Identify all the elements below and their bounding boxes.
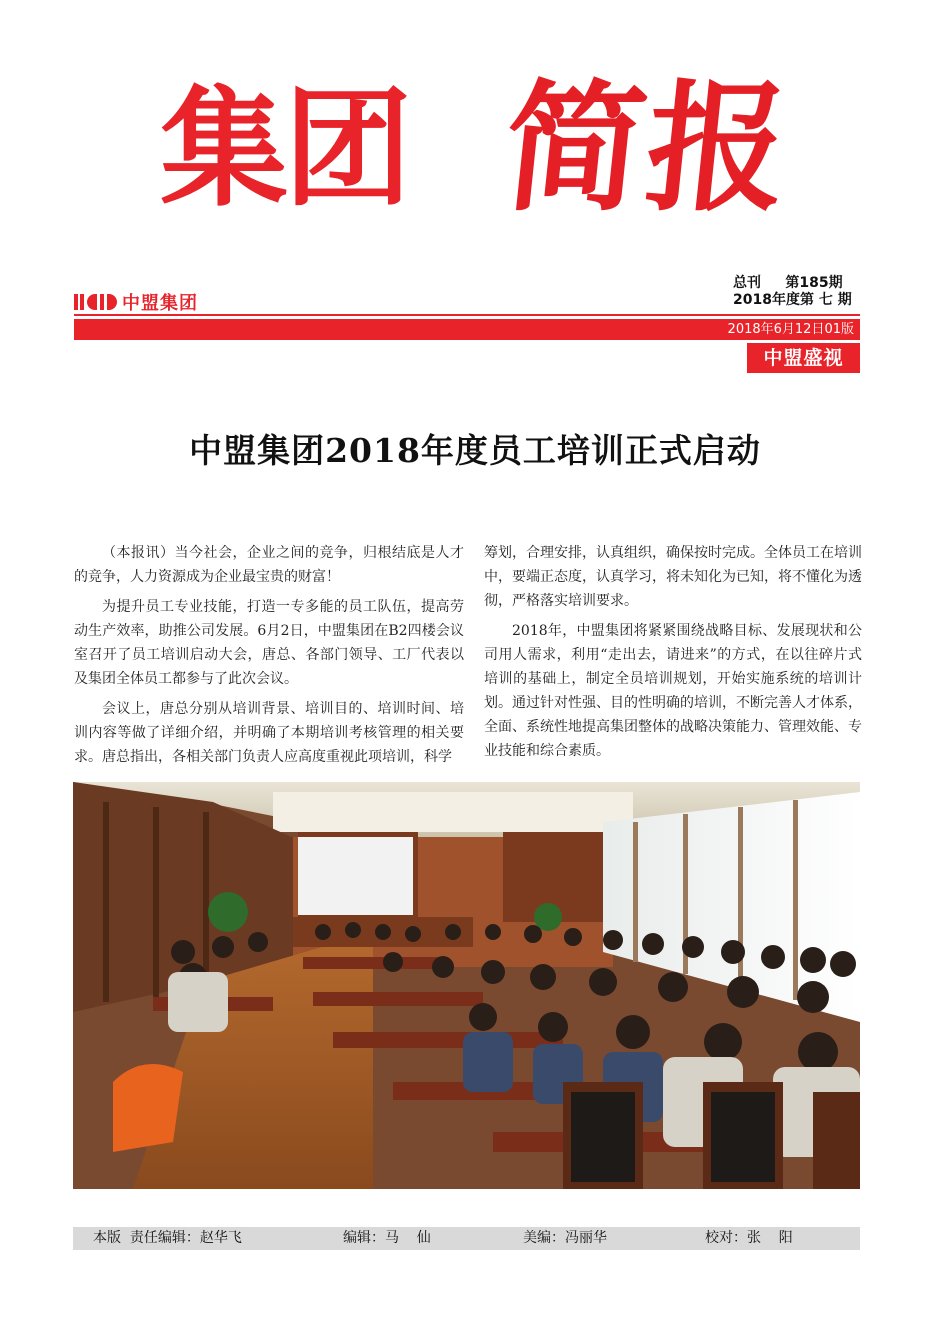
footer-editor-in-charge: 本版 责任编辑：赵华飞 bbox=[93, 1230, 242, 1246]
article-paragraph: 2018年，中盟集团将紧紧围绕战略目标、发展现状和公司用人需求，利用“走出去，请进来”的方式，在以往碎片式培训的基础上，制定全员培训规划，开始实施系统的培训计划。通过针对性强、目的性明确的培训，不断完善人才体系，全面、系统性地提高集团整体的战略决策能力、管理效能、专业技能和综合素质。 bbox=[484, 623, 862, 759]
masthead bbox=[160, 67, 800, 231]
article-paragraph: （本报讯）当今社会，企业之间的竞争，归根结底是人才的竞争，人力资源成为企业最宝贵的财富！ bbox=[74, 545, 464, 585]
logo-mark-icon bbox=[74, 294, 118, 310]
article-paragraph: 会议上，唐总分别从培训背景、培训目的、培训时间、培训内容等做了详细介绍，并明确了本期培训考核管理的相关要求。唐总指出，各相关部门负责人应高度重视此项培训，科学 bbox=[74, 701, 464, 765]
footer-credits bbox=[73, 1227, 860, 1250]
logo-text: 中盟集团 bbox=[122, 293, 198, 314]
article-paragraph-continued: 筹划，合理安排，认真组织，确保按时完成。全体员工在培训中，要端正态度，认真学习，将未知化为已知，将不懂化为透彻，严格落实培训要求。 bbox=[484, 545, 862, 609]
issue-info bbox=[733, 275, 852, 309]
article-headline: 中盟集团2018年度员工培训正式启动 bbox=[189, 431, 761, 470]
company-logo bbox=[74, 291, 198, 313]
footer-art-editor: 美编：冯丽华 bbox=[523, 1230, 607, 1246]
issue-total: 总刊 第185期 bbox=[733, 275, 843, 291]
footer-proofreader: 校对：张 阳 bbox=[705, 1230, 793, 1246]
footer-editor: 编辑：马 仙 bbox=[343, 1230, 431, 1246]
article-column-left bbox=[74, 541, 464, 775]
meeting-photo bbox=[73, 782, 860, 1189]
issue-date: 2018年6月12日01版 bbox=[727, 322, 854, 337]
issue-year: 2018年度第 七 期 bbox=[733, 292, 852, 308]
masthead-title-script: 简报 bbox=[496, 67, 798, 231]
article-column-right bbox=[484, 541, 862, 769]
section-tag: 中盟盛视 bbox=[747, 343, 860, 373]
date-bar bbox=[74, 319, 860, 340]
header-rule bbox=[74, 314, 860, 316]
masthead-title-bold: 集团 bbox=[160, 75, 409, 224]
article-paragraph: 为提升员工专业技能，打造一专多能的员工队伍，提高劳动生产效率，助推公司发展。6月2日，中盟集团在B2四楼会议室召开了员工培训启动大会，唐总、各部门领导、工厂代表以及集团全体员工都参与了此次会议。 bbox=[74, 599, 464, 687]
